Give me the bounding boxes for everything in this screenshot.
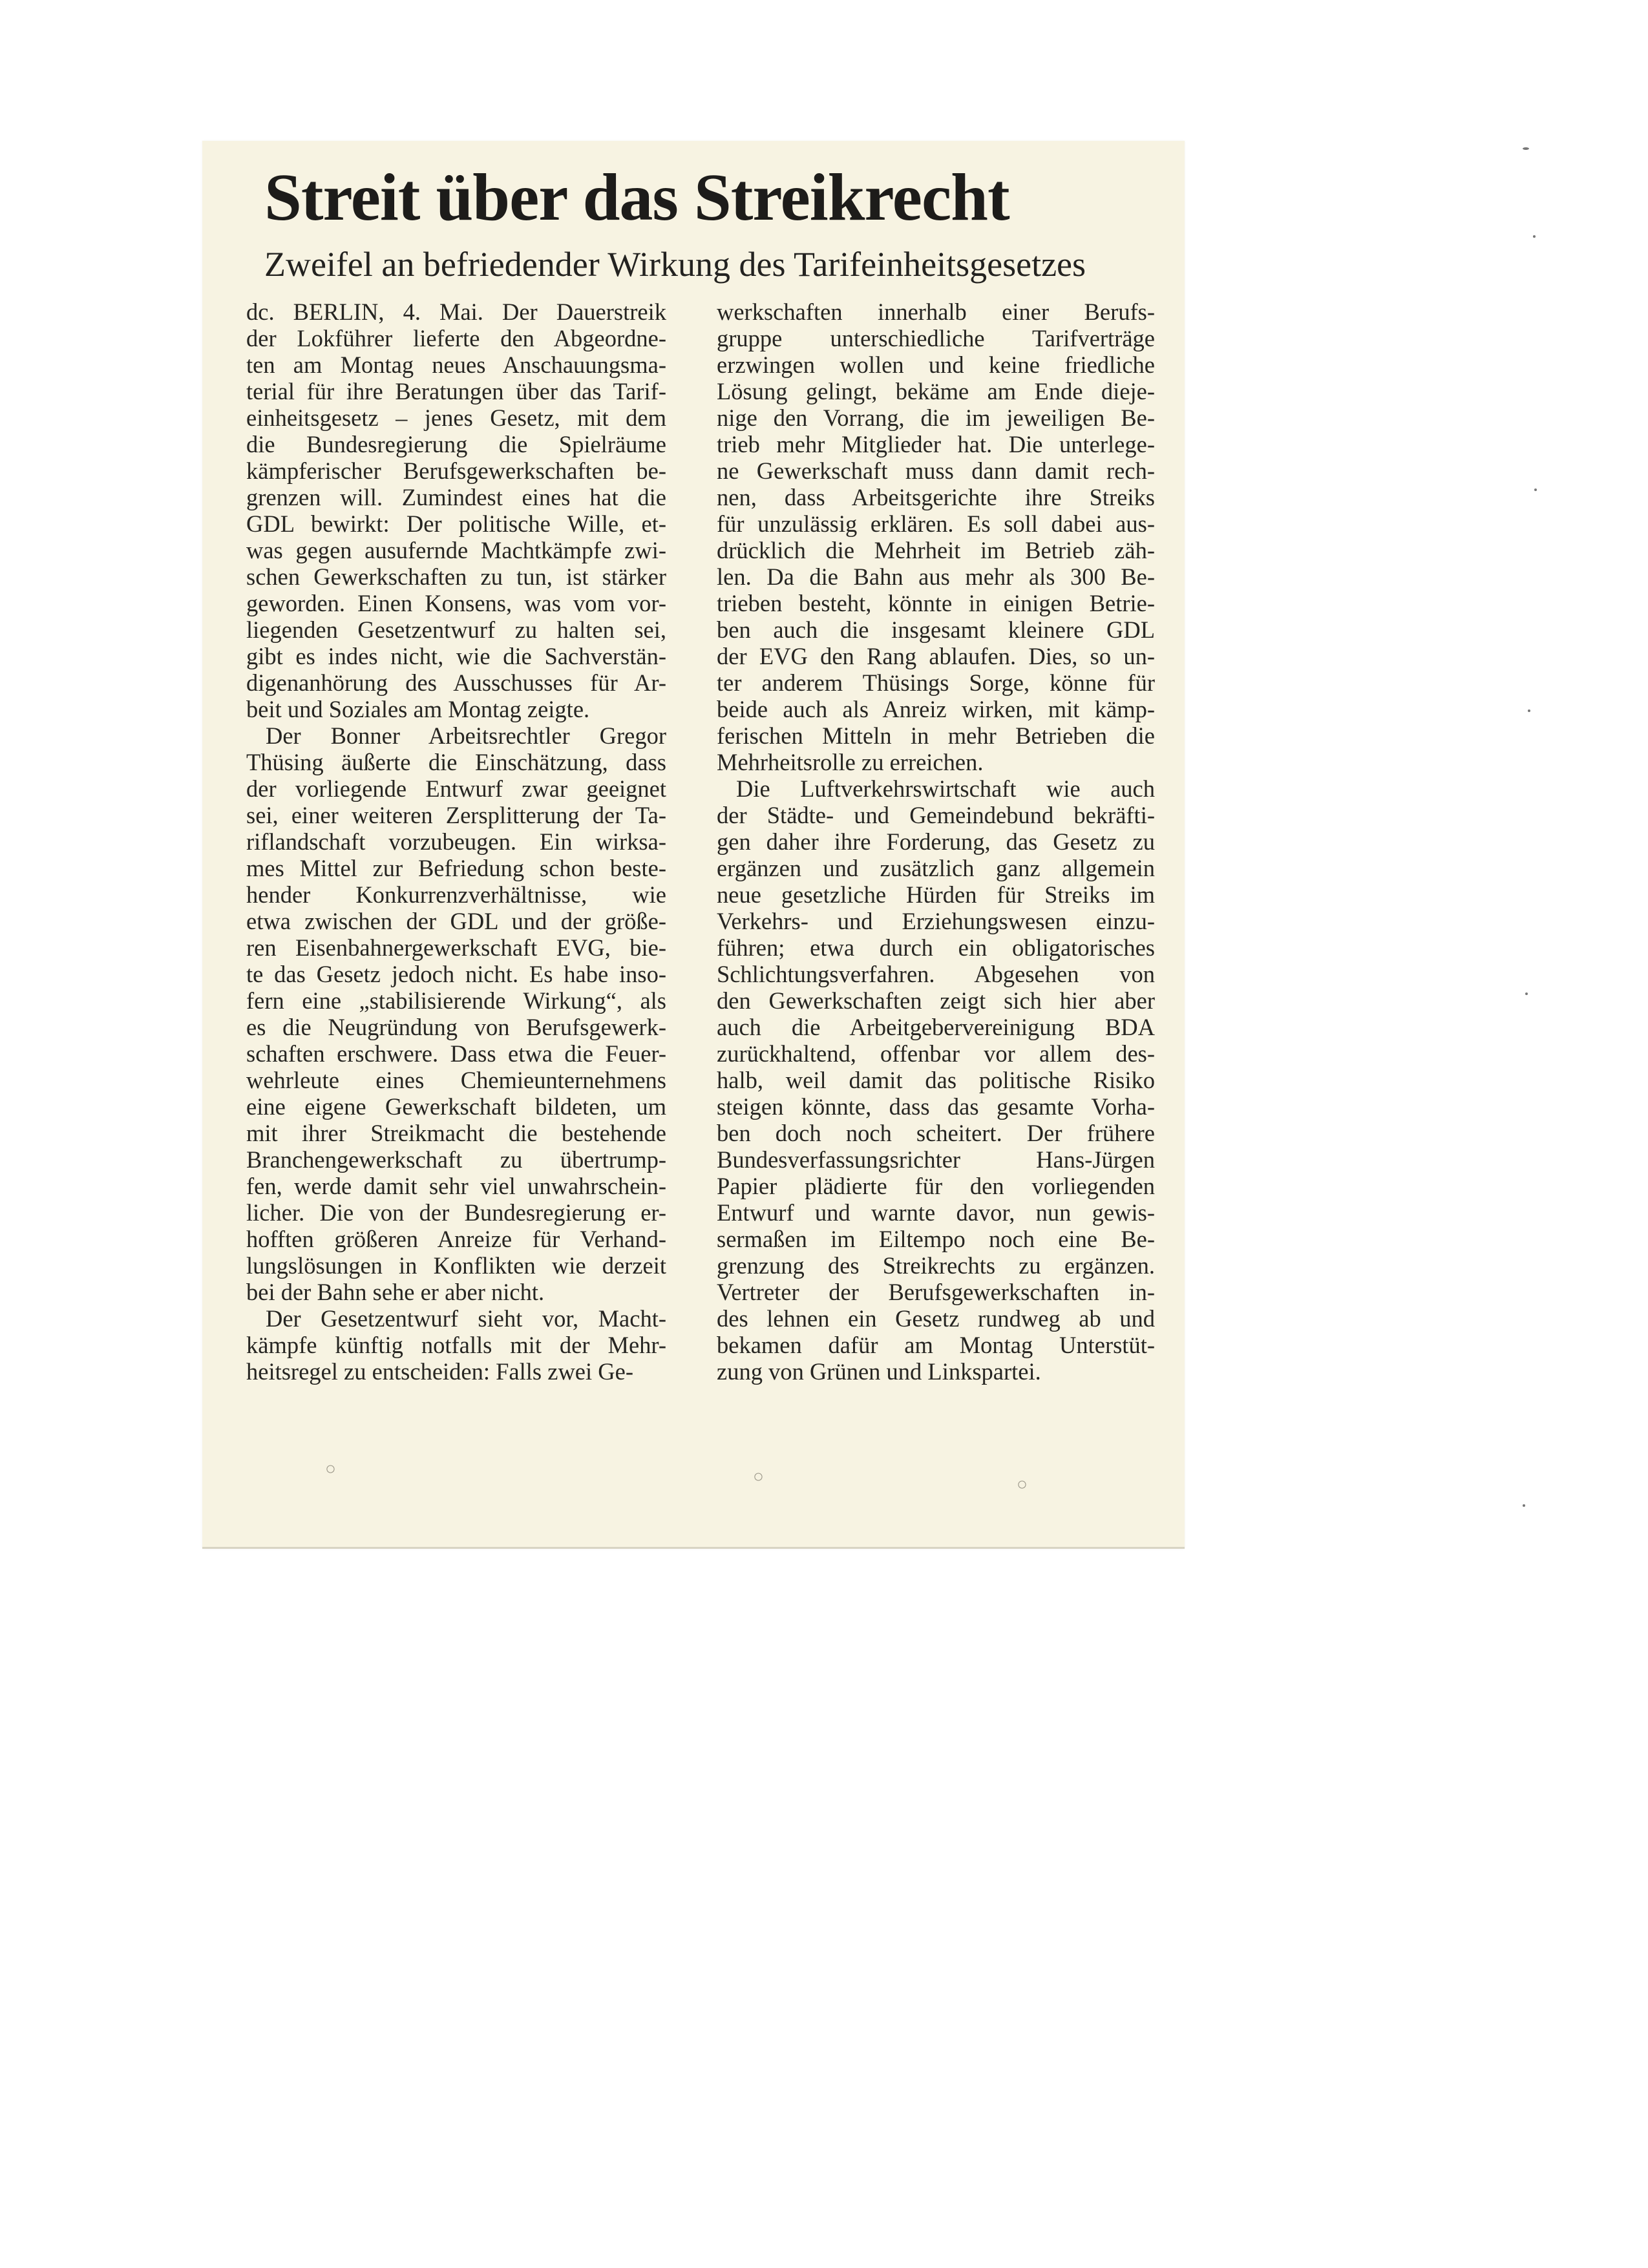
article-line: bekamen dafür am Montag Unterstüt- xyxy=(717,1332,1155,1358)
article-line: Thüsing äußerte die Einschätzung, dass xyxy=(246,749,666,775)
newspaper-clipping xyxy=(202,141,1185,1549)
article-line: Papier plädierte für den vorliegenden xyxy=(717,1173,1155,1199)
scan-speck xyxy=(1528,709,1530,712)
article-line: ben doch noch scheitert. Der frühere xyxy=(717,1120,1155,1146)
scan-speck xyxy=(1523,1504,1525,1507)
punch-hole-mark: ○ xyxy=(325,1459,336,1479)
article-line: heitsregel zu entscheiden: Falls zwei Ge- xyxy=(246,1358,633,1385)
article-line: Der Gesetzentwurf sieht vor, Macht- xyxy=(266,1305,666,1332)
article-line: ferischen Mitteln in mehr Betrieben die xyxy=(717,722,1155,749)
article-line: Bundesverfassungsrichter Hans-Jürgen xyxy=(717,1146,1155,1173)
article-line: Schlichtungsverfahren. Abgesehen von xyxy=(717,961,1155,987)
article-line: des lehnen ein Gesetz rundweg ab und xyxy=(717,1305,1155,1332)
article-line: mit ihrer Streikmacht die bestehende xyxy=(246,1120,666,1146)
scan-speck xyxy=(1525,992,1528,995)
article-line: etwa zwischen der GDL und der größe- xyxy=(246,908,666,934)
article-line: der Lokführer lieferte den Abgeordne- xyxy=(246,325,666,352)
article-line: neue gesetzliche Hürden für Streiks im xyxy=(717,881,1155,908)
article-line: hender Konkurrenzverhältnisse, wie xyxy=(246,881,666,908)
article-line: hofften größeren Anreize für Verhand- xyxy=(246,1226,666,1252)
article-line: nige den Vorrang, die im jeweiligen Be- xyxy=(717,404,1155,431)
article-line: sermaßen im Eiltempo noch eine Be- xyxy=(717,1226,1155,1252)
article-line: licher. Die von der Bundesregierung er- xyxy=(246,1199,666,1226)
article-line: Verkehrs- und Erziehungswesen einzu- xyxy=(717,908,1155,934)
article-line: Branchengewerkschaft zu übertrump- xyxy=(246,1146,666,1173)
article-line: terial für ihre Beratungen über das Tarif- xyxy=(246,378,666,404)
article-line: wehrleute eines Chemieunternehmens xyxy=(246,1067,666,1093)
article-line: fen, werde damit sehr viel unwahrschein- xyxy=(246,1173,666,1199)
scan-speck xyxy=(1533,235,1536,238)
article-line: Der Bonner Arbeitsrechtler Gregor xyxy=(266,722,666,749)
article-line: halb, weil damit das politische Risiko xyxy=(717,1067,1155,1093)
article-line: Entwurf und warnte davor, nun gewis- xyxy=(717,1199,1155,1226)
article-column-right xyxy=(717,299,1155,1385)
article-line: geworden. Einen Konsens, was vom vor- xyxy=(246,590,666,616)
article-headline: Streit über das Streikrecht xyxy=(264,160,1009,235)
article-line: mes Mittel zur Befriedung schon beste- xyxy=(246,855,666,881)
article-line: bei der Bahn sehe er aber nicht. xyxy=(246,1279,545,1305)
article-line: te das Gesetz jedoch nicht. Es habe inso- xyxy=(246,961,666,987)
article-line: drücklich die Mehrheit im Betrieb zäh- xyxy=(717,537,1155,563)
article-line: steigen könnte, dass das gesamte Vorha- xyxy=(717,1093,1155,1120)
article-line: Vertreter der Berufsgewerkschaften in- xyxy=(717,1279,1155,1305)
article-line: ren Eisenbahnergewerkschaft EVG, bie- xyxy=(246,934,666,961)
article-line: grenzung des Streikrechts zu ergänzen. xyxy=(717,1252,1155,1279)
article-line: nen, dass Arbeitsgerichte ihre Streiks xyxy=(717,484,1155,510)
article-line: erzwingen wollen und keine friedliche xyxy=(717,352,1155,378)
article-line: len. Da die Bahn aus mehr als 300 Be- xyxy=(717,563,1155,590)
article-line: den Gewerkschaften zeigt sich hier aber xyxy=(717,987,1155,1014)
article-line: zurückhaltend, offenbar vor allem des- xyxy=(717,1040,1155,1067)
article-line: ter anderem Thüsings Sorge, könne für xyxy=(717,669,1155,696)
article-line: die Bundesregierung die Spielräume xyxy=(246,431,666,457)
scan-speck xyxy=(1523,147,1529,150)
article-line: auch die Arbeitgebervereinigung BDA xyxy=(717,1014,1155,1040)
article-line: fern eine „stabilisierende Wirkung“, als xyxy=(246,987,666,1014)
article-line: der Städte- und Gemeindebund bekräfti- xyxy=(717,802,1155,828)
article-line: es die Neugründung von Berufsgewerk- xyxy=(246,1014,666,1040)
article-line: kämpferischer Berufsgewerkschaften be- xyxy=(246,457,666,484)
article-line: GDL bewirkt: Der politische Wille, et- xyxy=(246,510,666,537)
article-line: riflandschaft vorzubeugen. Ein wirksa- xyxy=(246,828,666,855)
article-line: beide auch als Anreiz wirken, mit kämp- xyxy=(717,696,1155,722)
article-line: beit und Soziales am Montag zeigte. xyxy=(246,696,590,722)
article-column-left xyxy=(246,299,666,1385)
article-line: ten am Montag neues Anschauungsma- xyxy=(246,352,666,378)
scan-speck xyxy=(1534,488,1537,491)
article-line: gruppe unterschiedliche Tarifverträge xyxy=(717,325,1155,352)
article-line: eine eigene Gewerkschaft bildeten, um xyxy=(246,1093,666,1120)
article-line: dc. BERLIN, 4. Mai. Der Dauerstreik xyxy=(246,299,666,325)
article-line: gibt es indes nicht, wie die Sachverstän- xyxy=(246,643,666,669)
article-line: schaften erschwere. Dass etwa die Feuer- xyxy=(246,1040,666,1067)
article-line: Die Luftverkehrswirtschaft wie auch xyxy=(736,775,1155,802)
article-line: für unzulässig erklären. Es soll dabei aus- xyxy=(717,510,1155,537)
article-line: führen; etwa durch ein obligatorisches xyxy=(717,934,1155,961)
article-line: zung von Grünen und Linkspartei. xyxy=(717,1358,1041,1385)
article-line: Mehrheitsrolle zu erreichen. xyxy=(717,749,984,775)
article-line: kämpfe künftig notfalls mit der Mehr- xyxy=(246,1332,666,1358)
article-line: der EVG den Rang ablaufen. Dies, so un- xyxy=(717,643,1155,669)
article-line: ergänzen und zusätzlich ganz allgemein xyxy=(717,855,1155,881)
article-line: trieb mehr Mitglieder hat. Die unterlege- xyxy=(717,431,1155,457)
article-line: digenanhörung des Ausschusses für Ar- xyxy=(246,669,666,696)
article-line: werkschaften innerhalb einer Berufs- xyxy=(717,299,1155,325)
article-line: schen Gewerkschaften zu tun, ist stärker xyxy=(246,563,666,590)
article-subheadline: Zweifel an befriedender Wirkung des Tarifeinheitsgesetzes xyxy=(264,245,1086,284)
article-line: lungslösungen in Konflikten wie derzeit xyxy=(246,1252,666,1279)
punch-hole-mark: ○ xyxy=(1017,1475,1028,1495)
article-line: sei, einer weiteren Zersplitterung der Ta- xyxy=(246,802,666,828)
article-line: ben auch die insgesamt kleinere GDL xyxy=(717,616,1155,643)
article-line: der vorliegende Entwurf zwar geeignet xyxy=(246,775,666,802)
article-line: was gegen ausufernde Machtkämpfe zwi- xyxy=(246,537,666,563)
punch-hole-mark: ○ xyxy=(753,1467,764,1487)
article-line: Lösung gelingt, bekäme am Ende dieje- xyxy=(717,378,1155,404)
article-line: gen daher ihre Forderung, das Gesetz zu xyxy=(717,828,1155,855)
article-line: liegenden Gesetzentwurf zu halten sei, xyxy=(246,616,666,643)
article-line: grenzen will. Zumindest eines hat die xyxy=(246,484,666,510)
article-line: einheitsgesetz – jenes Gesetz, mit dem xyxy=(246,404,666,431)
article-line: ne Gewerkschaft muss dann damit rech- xyxy=(717,457,1155,484)
article-line: trieben besteht, könnte in einigen Betrie- xyxy=(717,590,1155,616)
